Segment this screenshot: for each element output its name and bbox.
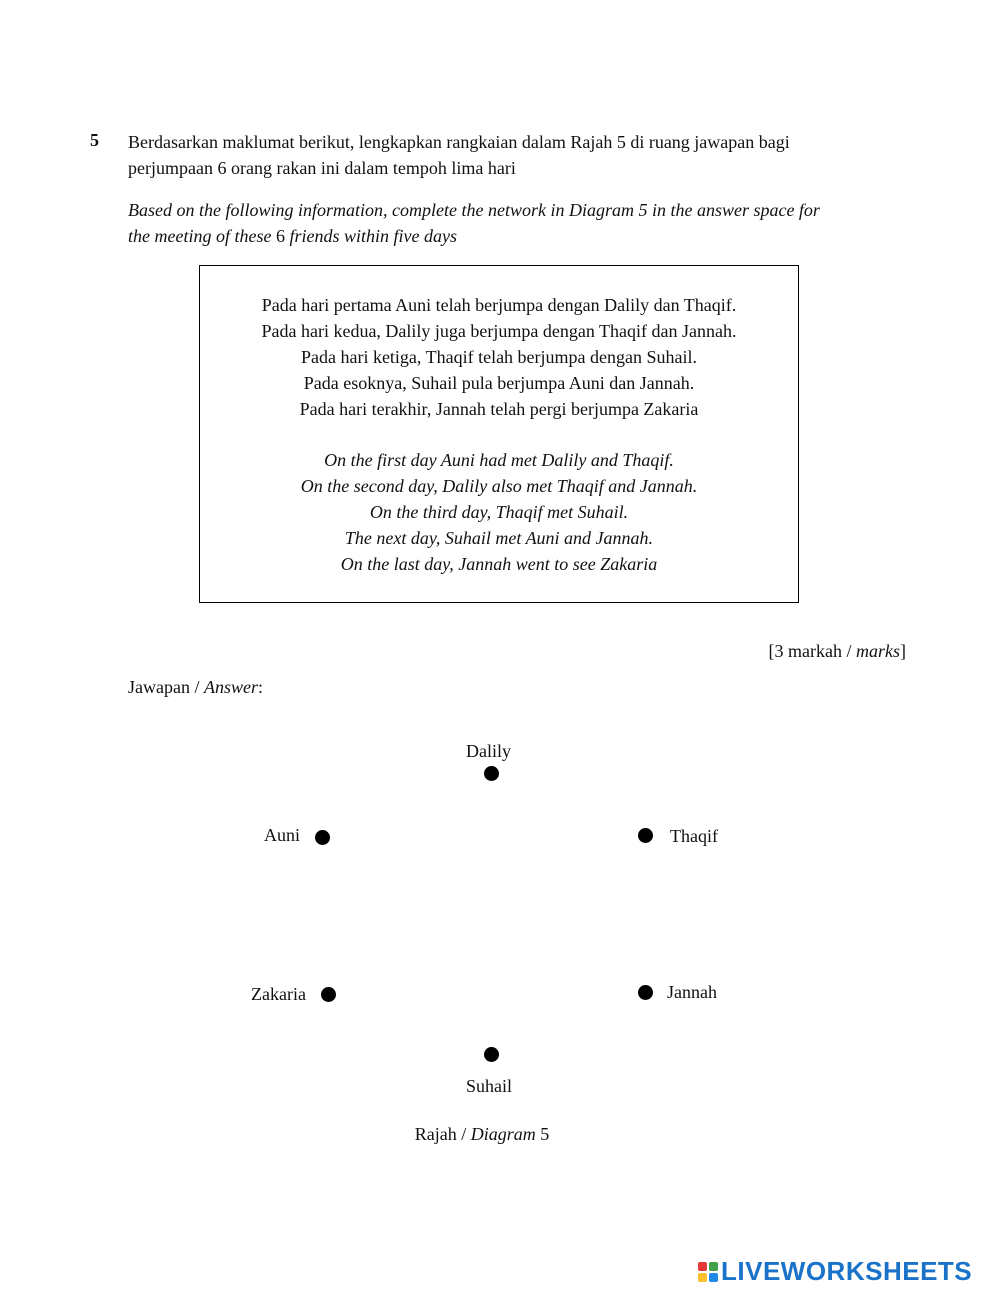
info-english-line: On the third day, Thaqif met Suhail. [369,502,629,522]
info-malay-line: Pada hari pertama Auni telah berjumpa dengan Dalily dan Thaqif. [261,295,737,315]
marks-prefix: [3 markah / [768,641,856,661]
answer-english: Answer [203,677,258,697]
english-line-2-part-a: the meeting of these [128,226,276,246]
info-malay-line: Pada esoknya, Suhail pula berjumpa Auni dan Jannah. [303,373,695,393]
marks-italic: marks [856,641,900,661]
info-malay-line: Pada hari ketiga, Thaqif telah berjumpa dengan Suhail. [300,347,698,367]
info-malay-line: Pada hari terakhir, Jannah telah pergi berjumpa Zakaria [299,399,699,419]
node-label-auni: Auni [264,825,300,845]
question-english-line-1: Based on the following information, complete the network in Diagram 5 in the answer space for [128,200,820,220]
node-label-dalily: Dalily [466,741,511,761]
liveworksheets-logo [698,1256,972,1287]
question-number: 5 [90,130,99,150]
node-label-zakaria: Zakaria [251,984,306,1004]
caption-malay: Rajah / [414,1124,471,1144]
node-dot-auni[interactable] [315,830,330,845]
caption-number: 5 [535,1124,550,1144]
node-dot-zakaria[interactable] [321,987,336,1002]
node-label-suhail: Suhail [466,1076,513,1096]
node-dot-dalily[interactable] [484,766,499,781]
english-line-2-part-b: friends within five days [284,226,457,246]
diagram-caption [0,1124,982,1145]
node-label-jannah: Jannah [667,982,717,1002]
question-malay-line-1: Berdasarkan maklumat berikut, lengkapkan rangkaian dalam Rajah 5 di ruang jawapan bagi [128,132,790,152]
node-dot-suhail[interactable] [484,1047,499,1062]
english-line-2-number: 6 [275,226,285,246]
marks-suffix: ] [900,641,906,661]
logo-blocks-icon [698,1262,718,1282]
node-label-thaqif: Thaqif [670,826,718,846]
info-malay-line: Pada hari kedua, Dalily juga berjumpa dengan Thaqif dan Jannah. [261,321,737,341]
info-english-line: On the second day, Dalily also met Thaqif and Jannah. [300,476,698,496]
info-english-line: On the last day, Jannah went to see Zakaria [340,554,658,574]
caption-english: Diagram [470,1124,536,1144]
logo-text: LIVEWORKSHEETS [721,1256,973,1286]
info-english-line: The next day, Suhail met Auni and Jannah. [344,528,654,548]
answer-colon: : [257,677,263,697]
question-malay-line-2: perjumpaan 6 orang rakan ini dalam tempoh lima hari [128,158,516,178]
node-dot-thaqif[interactable] [638,828,653,843]
node-dot-jannah[interactable] [638,985,653,1000]
answer-malay: Jawapan / [128,677,204,697]
info-english-line: On the first day Auni had met Dalily and Thaqif. [324,450,674,470]
